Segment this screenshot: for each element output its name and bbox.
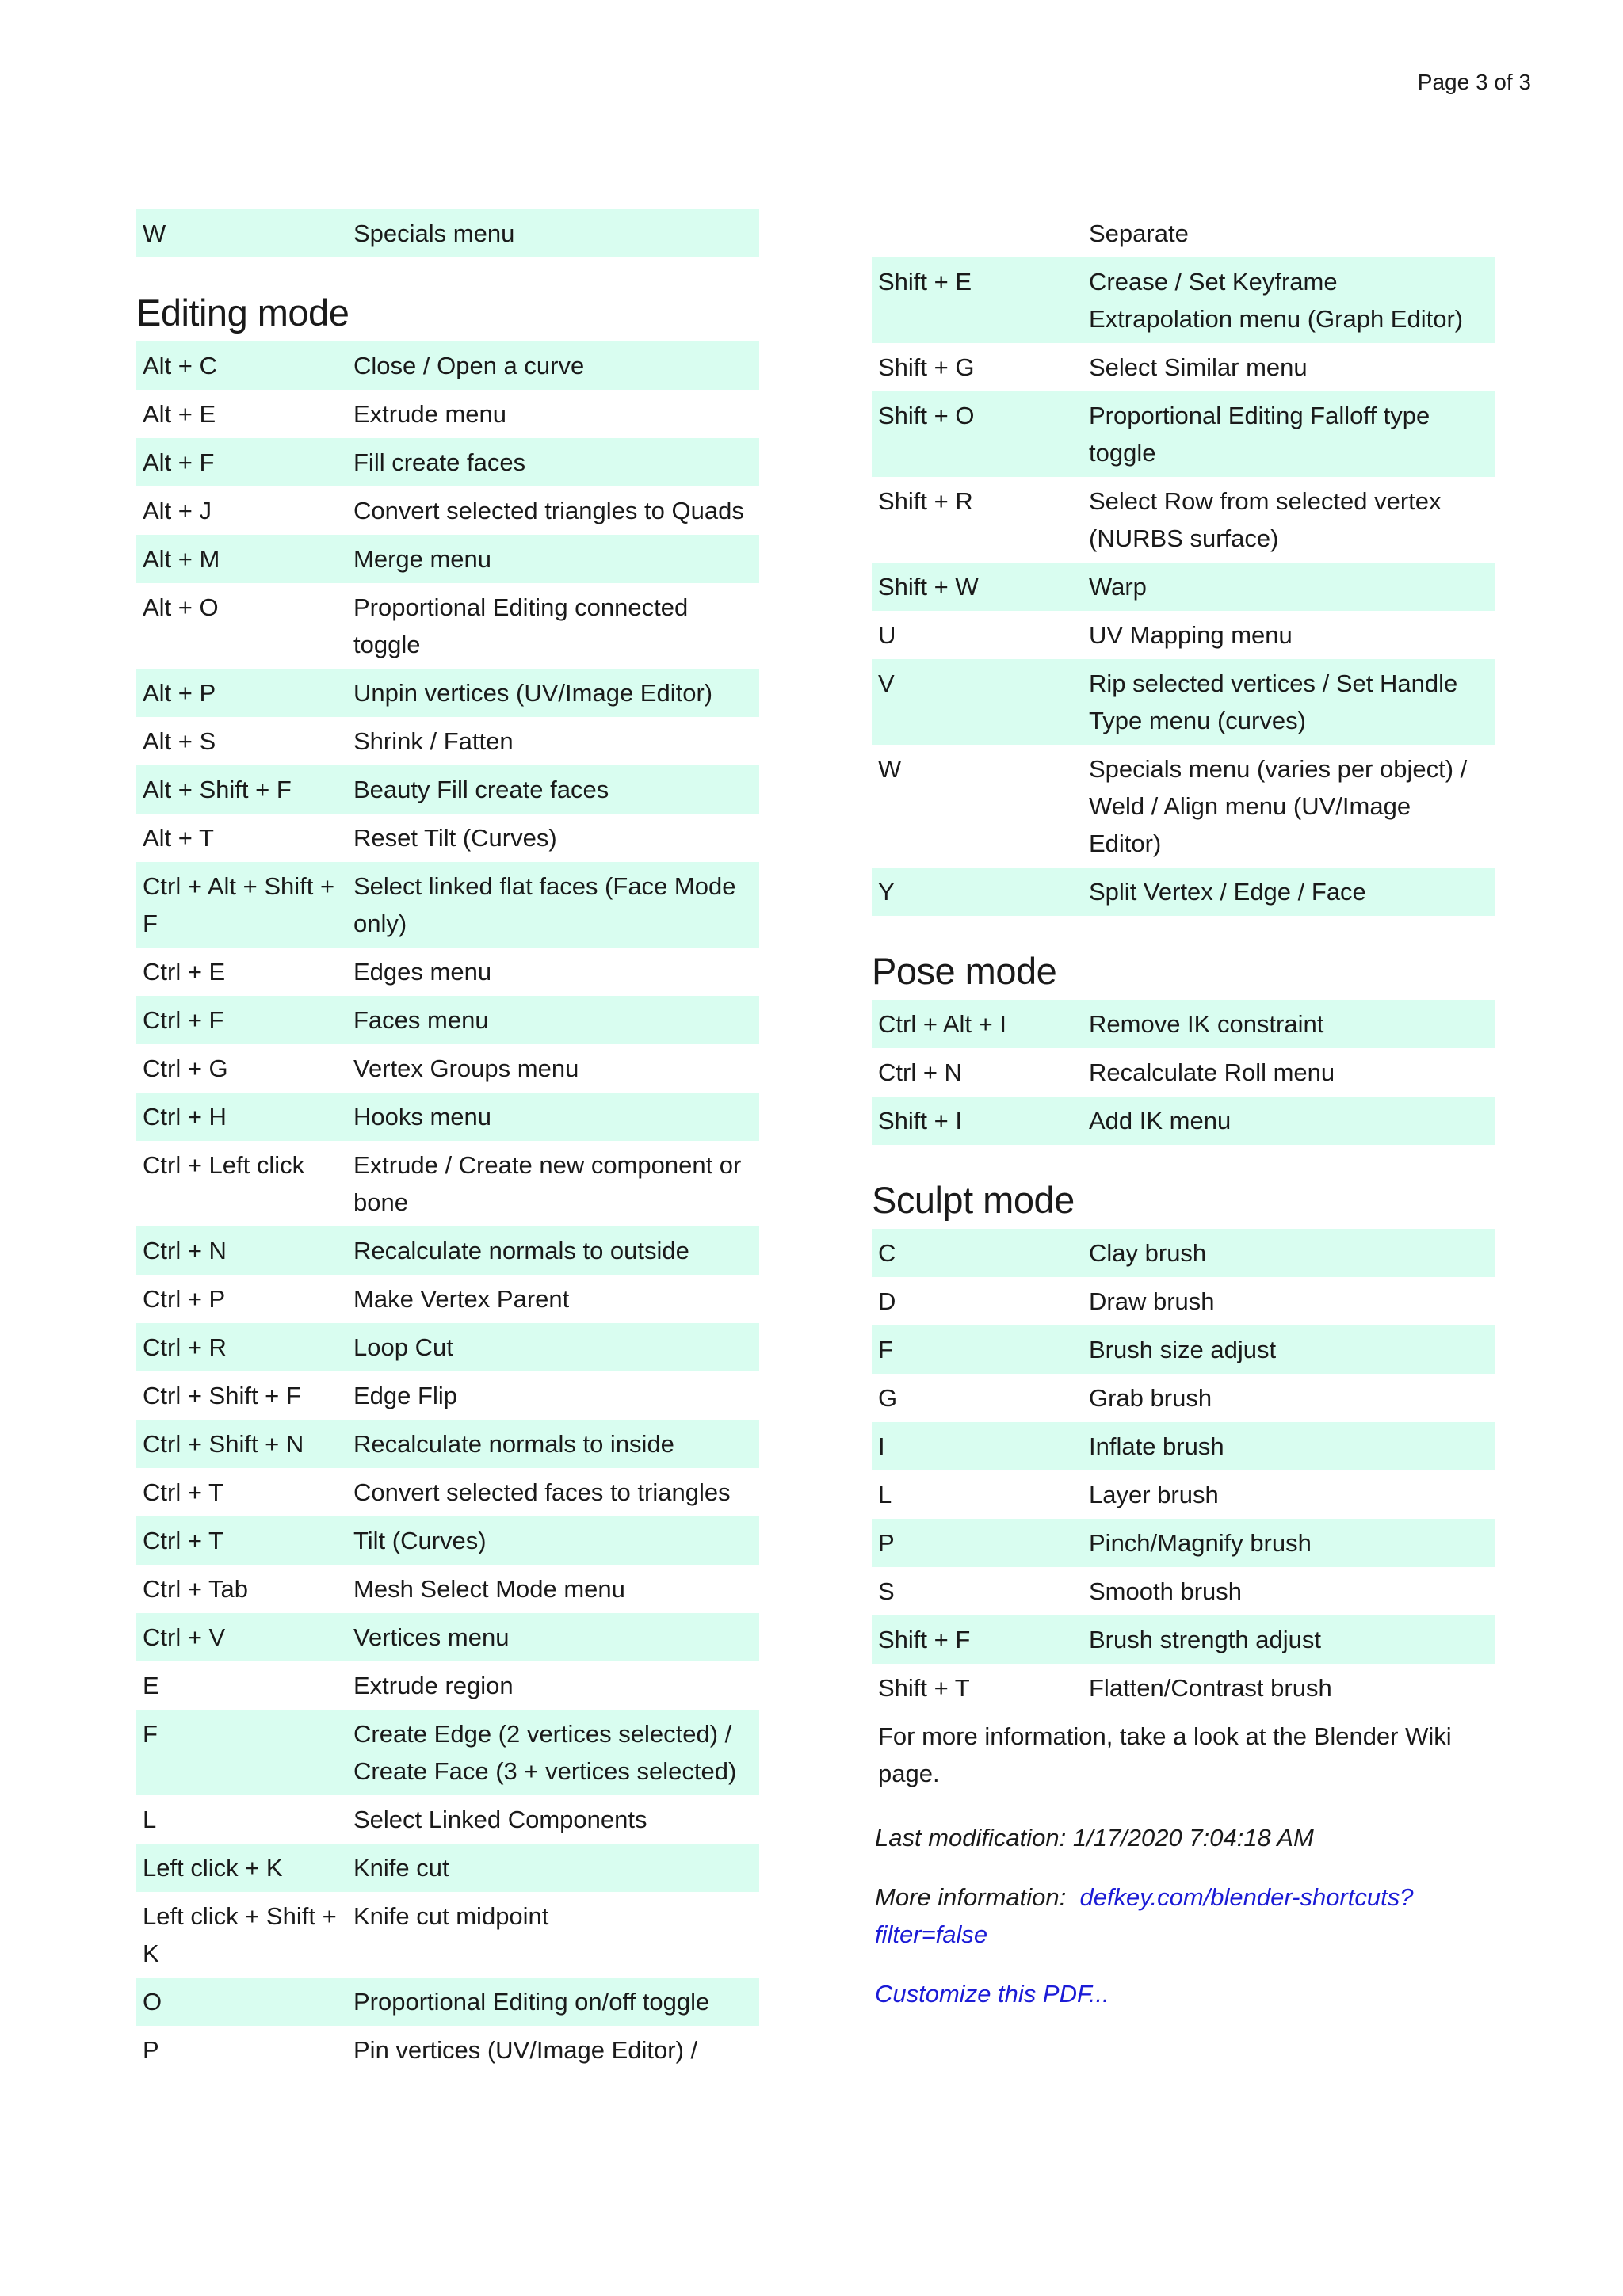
table-row bbox=[136, 1661, 759, 1710]
shortcut-key: Ctrl + Shift + N bbox=[143, 1430, 304, 1458]
shortcut-key: Alt + J bbox=[143, 497, 212, 524]
shortcut-key: Ctrl + Tab bbox=[143, 1575, 248, 1603]
shortcut-description: Convert selected faces to triangles bbox=[353, 1478, 731, 1506]
shortcut-description: Merge menu bbox=[353, 545, 492, 573]
shortcut-key: Alt + F bbox=[143, 448, 215, 476]
shortcut-description: Extrude / Create new component or bone bbox=[353, 1151, 742, 1216]
shortcut-key: Alt + P bbox=[143, 679, 216, 707]
shortcut-description: Recalculate normals to inside bbox=[353, 1430, 674, 1458]
shortcut-key: Shift + G bbox=[878, 353, 975, 381]
shortcut-description: Select Row from selected vertex (NURBS surface) bbox=[1089, 487, 1442, 552]
shortcut-key: F bbox=[878, 1336, 893, 1363]
shortcut-key: P bbox=[878, 1529, 895, 1557]
table-row bbox=[136, 1141, 759, 1226]
shortcut-key: Shift + W bbox=[878, 573, 979, 601]
sculpt-mode-table bbox=[872, 1229, 1495, 1712]
shortcut-description: Recalculate Roll menu bbox=[1089, 1058, 1335, 1086]
shortcut-key: Alt + T bbox=[143, 824, 214, 852]
table-row bbox=[136, 209, 759, 257]
shortcut-key: W bbox=[878, 755, 902, 783]
page-number: Page 3 of 3 bbox=[1417, 70, 1531, 94]
shortcut-description: Mesh Select Mode menu bbox=[353, 1575, 625, 1603]
shortcut-description: Edges menu bbox=[353, 958, 492, 986]
table-row bbox=[136, 1323, 759, 1371]
last-modification: Last modification: 1/17/2020 7:04:18 AM bbox=[875, 1824, 1314, 1852]
customize-pdf bbox=[872, 1975, 1495, 2012]
table-row bbox=[872, 563, 1495, 611]
table-row bbox=[136, 948, 759, 996]
shortcut-key: Shift + I bbox=[878, 1107, 962, 1135]
shortcut-description: Proportional Editing connected toggle bbox=[353, 593, 689, 658]
shortcut-description: Brush strength adjust bbox=[1089, 1626, 1321, 1653]
shortcut-description: Specials menu bbox=[353, 219, 515, 247]
shortcut-description: Proportional Editing Falloff type toggle bbox=[1089, 402, 1430, 467]
table-row bbox=[136, 1516, 759, 1565]
table-row bbox=[872, 611, 1495, 659]
shortcut-description: Make Vertex Parent bbox=[353, 1285, 570, 1313]
shortcut-description: Fill create faces bbox=[353, 448, 526, 476]
continued-table bbox=[872, 209, 1495, 916]
table-row bbox=[136, 535, 759, 583]
shortcut-description: Select Linked Components bbox=[353, 1806, 647, 1833]
shortcut-key: L bbox=[878, 1481, 892, 1508]
shortcut-key: Ctrl + P bbox=[143, 1285, 226, 1313]
left-column bbox=[136, 209, 759, 2074]
table-row bbox=[872, 391, 1495, 477]
shortcut-key: Alt + M bbox=[143, 545, 220, 573]
table-row bbox=[136, 669, 759, 717]
table-row bbox=[136, 1613, 759, 1661]
more-info-label: More information: bbox=[875, 1883, 1067, 1911]
shortcut-key: P bbox=[143, 2036, 159, 2064]
table-row bbox=[872, 1422, 1495, 1470]
table-row bbox=[136, 1710, 759, 1795]
shortcut-description: Recalculate normals to outside bbox=[353, 1237, 689, 1264]
table-row bbox=[136, 1892, 759, 1978]
table-row bbox=[136, 1565, 759, 1613]
shortcut-key: Shift + E bbox=[878, 268, 972, 296]
shortcut-key: Ctrl + Alt + Shift + F bbox=[143, 872, 335, 937]
shortcut-description: Reset Tilt (Curves) bbox=[353, 824, 557, 852]
shortcut-description: Close / Open a curve bbox=[353, 352, 585, 379]
shortcut-key: Shift + R bbox=[878, 487, 973, 515]
table-row bbox=[136, 1275, 759, 1323]
shortcut-key: F bbox=[143, 1720, 158, 1748]
shortcut-description: Loop Cut bbox=[353, 1333, 453, 1361]
customize-pdf-link[interactable]: Customize this PDF... bbox=[875, 1980, 1109, 2008]
shortcut-description: Beauty Fill create faces bbox=[353, 776, 609, 803]
shortcut-description: Layer brush bbox=[1089, 1481, 1219, 1508]
section-title-pose-mode: Pose mode bbox=[872, 950, 1057, 992]
shortcut-key: Left click + Shift + K bbox=[143, 1902, 337, 1967]
section-title-sculpt-mode: Sculpt mode bbox=[872, 1179, 1075, 1221]
table-row bbox=[136, 2026, 759, 2074]
intro-table bbox=[136, 209, 759, 257]
shortcut-description: Shrink / Fatten bbox=[353, 727, 514, 755]
table-row bbox=[136, 814, 759, 862]
table-row bbox=[136, 390, 759, 438]
pose-mode-table bbox=[872, 1000, 1495, 1145]
editing-mode-table bbox=[136, 341, 759, 2074]
shortcut-key: Ctrl + Left click bbox=[143, 1151, 305, 1179]
shortcut-description: Vertex Groups menu bbox=[353, 1055, 579, 1082]
shortcut-description: UV Mapping menu bbox=[1089, 621, 1293, 649]
table-row bbox=[136, 341, 759, 390]
shortcut-key: Ctrl + T bbox=[143, 1527, 223, 1554]
shortcut-key: V bbox=[878, 669, 895, 697]
shortcut-description: Pin vertices (UV/Image Editor) / bbox=[353, 2036, 698, 2064]
shortcut-key: Alt + Shift + F bbox=[143, 776, 292, 803]
table-row bbox=[136, 1226, 759, 1275]
table-row bbox=[872, 1048, 1495, 1097]
shortcut-description: Knife cut midpoint bbox=[353, 1902, 549, 1930]
table-row bbox=[872, 868, 1495, 916]
shortcut-key: Ctrl + V bbox=[143, 1623, 226, 1651]
shortcut-key: G bbox=[878, 1384, 898, 1412]
shortcut-key: Ctrl + N bbox=[143, 1237, 227, 1264]
table-row bbox=[136, 1468, 759, 1516]
shortcut-description: Pinch/Magnify brush bbox=[1089, 1529, 1312, 1557]
table-row bbox=[136, 717, 759, 765]
shortcut-description: Split Vertex / Edge / Face bbox=[1089, 878, 1366, 906]
table-row bbox=[136, 996, 759, 1044]
shortcut-key: Shift + O bbox=[878, 402, 975, 429]
shortcut-description: Extrude menu bbox=[353, 400, 506, 428]
table-row bbox=[872, 659, 1495, 745]
table-row bbox=[872, 1097, 1495, 1145]
shortcut-key: Ctrl + N bbox=[878, 1058, 962, 1086]
shortcut-key: Ctrl + Shift + F bbox=[143, 1382, 301, 1409]
shortcut-key: L bbox=[143, 1806, 157, 1833]
shortcut-description: Tilt (Curves) bbox=[353, 1527, 487, 1554]
shortcut-description: Unpin vertices (UV/Image Editor) bbox=[353, 679, 713, 707]
shortcut-key: U bbox=[878, 621, 896, 649]
shortcut-key: Alt + S bbox=[143, 727, 216, 755]
table-row bbox=[136, 438, 759, 486]
table-row bbox=[872, 1664, 1495, 1712]
shortcut-key: C bbox=[878, 1239, 896, 1267]
shortcut-description: Draw brush bbox=[1089, 1287, 1215, 1315]
shortcut-description: Separate bbox=[1089, 219, 1189, 247]
table-row bbox=[136, 1044, 759, 1093]
table-row bbox=[136, 583, 759, 669]
table-row bbox=[872, 1229, 1495, 1277]
table-row bbox=[872, 477, 1495, 563]
shortcut-description: Extrude region bbox=[353, 1672, 514, 1699]
shortcut-key: S bbox=[878, 1577, 895, 1605]
shortcut-description: Brush size adjust bbox=[1089, 1336, 1277, 1363]
shortcut-key: Shift + T bbox=[878, 1674, 970, 1702]
table-row bbox=[136, 862, 759, 948]
shortcut-description: Crease / Set Keyframe Extrapolation menu (Graph Editor) bbox=[1089, 268, 1464, 333]
shortcut-key: Alt + C bbox=[143, 352, 217, 379]
more-information bbox=[872, 1878, 1495, 1953]
table-row bbox=[872, 1470, 1495, 1519]
shortcut-key: I bbox=[878, 1432, 885, 1460]
shortcut-key: Ctrl + H bbox=[143, 1103, 227, 1131]
table-row bbox=[136, 1978, 759, 2026]
table-row bbox=[872, 209, 1495, 257]
shortcut-key: W bbox=[143, 219, 166, 247]
more-info-link[interactable]: defkey.com/blender-shortcuts?filter=false bbox=[875, 1883, 1414, 1948]
table-row bbox=[872, 1000, 1495, 1048]
table-row bbox=[136, 1371, 759, 1420]
shortcut-description: Add IK menu bbox=[1089, 1107, 1232, 1135]
shortcut-description: Select Similar menu bbox=[1089, 353, 1308, 381]
shortcut-key: Ctrl + F bbox=[143, 1006, 224, 1034]
shortcut-key: Alt + E bbox=[143, 400, 216, 428]
shortcut-description: Rip selected vertices / Set Handle Type menu (curves) bbox=[1089, 669, 1458, 734]
shortcut-description: Remove IK constraint bbox=[1089, 1010, 1324, 1038]
section-title-editing-mode: Editing mode bbox=[136, 292, 349, 334]
shortcut-key: Ctrl + R bbox=[143, 1333, 227, 1361]
shortcut-description: Edge Flip bbox=[353, 1382, 457, 1409]
table-row bbox=[872, 1325, 1495, 1374]
shortcut-key: Ctrl + G bbox=[143, 1055, 228, 1082]
shortcut-description: Hooks menu bbox=[353, 1103, 492, 1131]
table-row bbox=[136, 1795, 759, 1844]
shortcut-key: Ctrl + Alt + I bbox=[878, 1010, 1006, 1038]
shortcut-key: Ctrl + T bbox=[143, 1478, 223, 1506]
right-column bbox=[872, 209, 1495, 2012]
shortcut-key: D bbox=[878, 1287, 896, 1315]
shortcut-description: Flatten/Contrast brush bbox=[1089, 1674, 1332, 1702]
table-row bbox=[872, 745, 1495, 868]
shortcut-key: O bbox=[143, 1988, 162, 2016]
shortcut-description: Grab brush bbox=[1089, 1384, 1212, 1412]
table-row bbox=[872, 1277, 1495, 1325]
table-row bbox=[872, 343, 1495, 391]
shortcut-key: Shift + F bbox=[878, 1626, 971, 1653]
shortcut-description: Clay brush bbox=[1089, 1239, 1207, 1267]
shortcut-key: Alt + O bbox=[143, 593, 219, 621]
table-row bbox=[872, 1567, 1495, 1615]
table-row bbox=[136, 765, 759, 814]
shortcut-key: Left click + K bbox=[143, 1854, 283, 1882]
table-row bbox=[872, 1374, 1495, 1422]
footer-note: For more information, take a look at the Blender Wiki page. bbox=[878, 1722, 1452, 1787]
shortcut-description: Faces menu bbox=[353, 1006, 489, 1034]
shortcut-description: Inflate brush bbox=[1089, 1432, 1224, 1460]
shortcut-description: Select linked flat faces (Face Mode only) bbox=[353, 872, 736, 937]
shortcut-description: Proportional Editing on/off toggle bbox=[353, 1988, 710, 2016]
table-row bbox=[872, 1519, 1495, 1567]
table-row bbox=[872, 1615, 1495, 1664]
shortcut-description: Warp bbox=[1089, 573, 1147, 601]
shortcut-key: E bbox=[143, 1672, 159, 1699]
shortcut-description: Create Edge (2 vertices selected) / Create Face (3 + vertices selected) bbox=[353, 1720, 737, 1785]
table-row bbox=[136, 1844, 759, 1892]
shortcut-description: Specials menu (varies per object) / Weld / Align menu (UV/Image Editor) bbox=[1089, 755, 1468, 857]
table-row bbox=[136, 1420, 759, 1468]
shortcut-description: Convert selected triangles to Quads bbox=[353, 497, 744, 524]
table-row bbox=[136, 1093, 759, 1141]
shortcut-key: Y bbox=[878, 878, 895, 906]
shortcut-description: Smooth brush bbox=[1089, 1577, 1242, 1605]
shortcut-description: Knife cut bbox=[353, 1854, 449, 1882]
table-row bbox=[136, 486, 759, 535]
shortcut-key: Ctrl + E bbox=[143, 958, 226, 986]
table-row bbox=[872, 257, 1495, 343]
shortcut-description: Vertices menu bbox=[353, 1623, 510, 1651]
